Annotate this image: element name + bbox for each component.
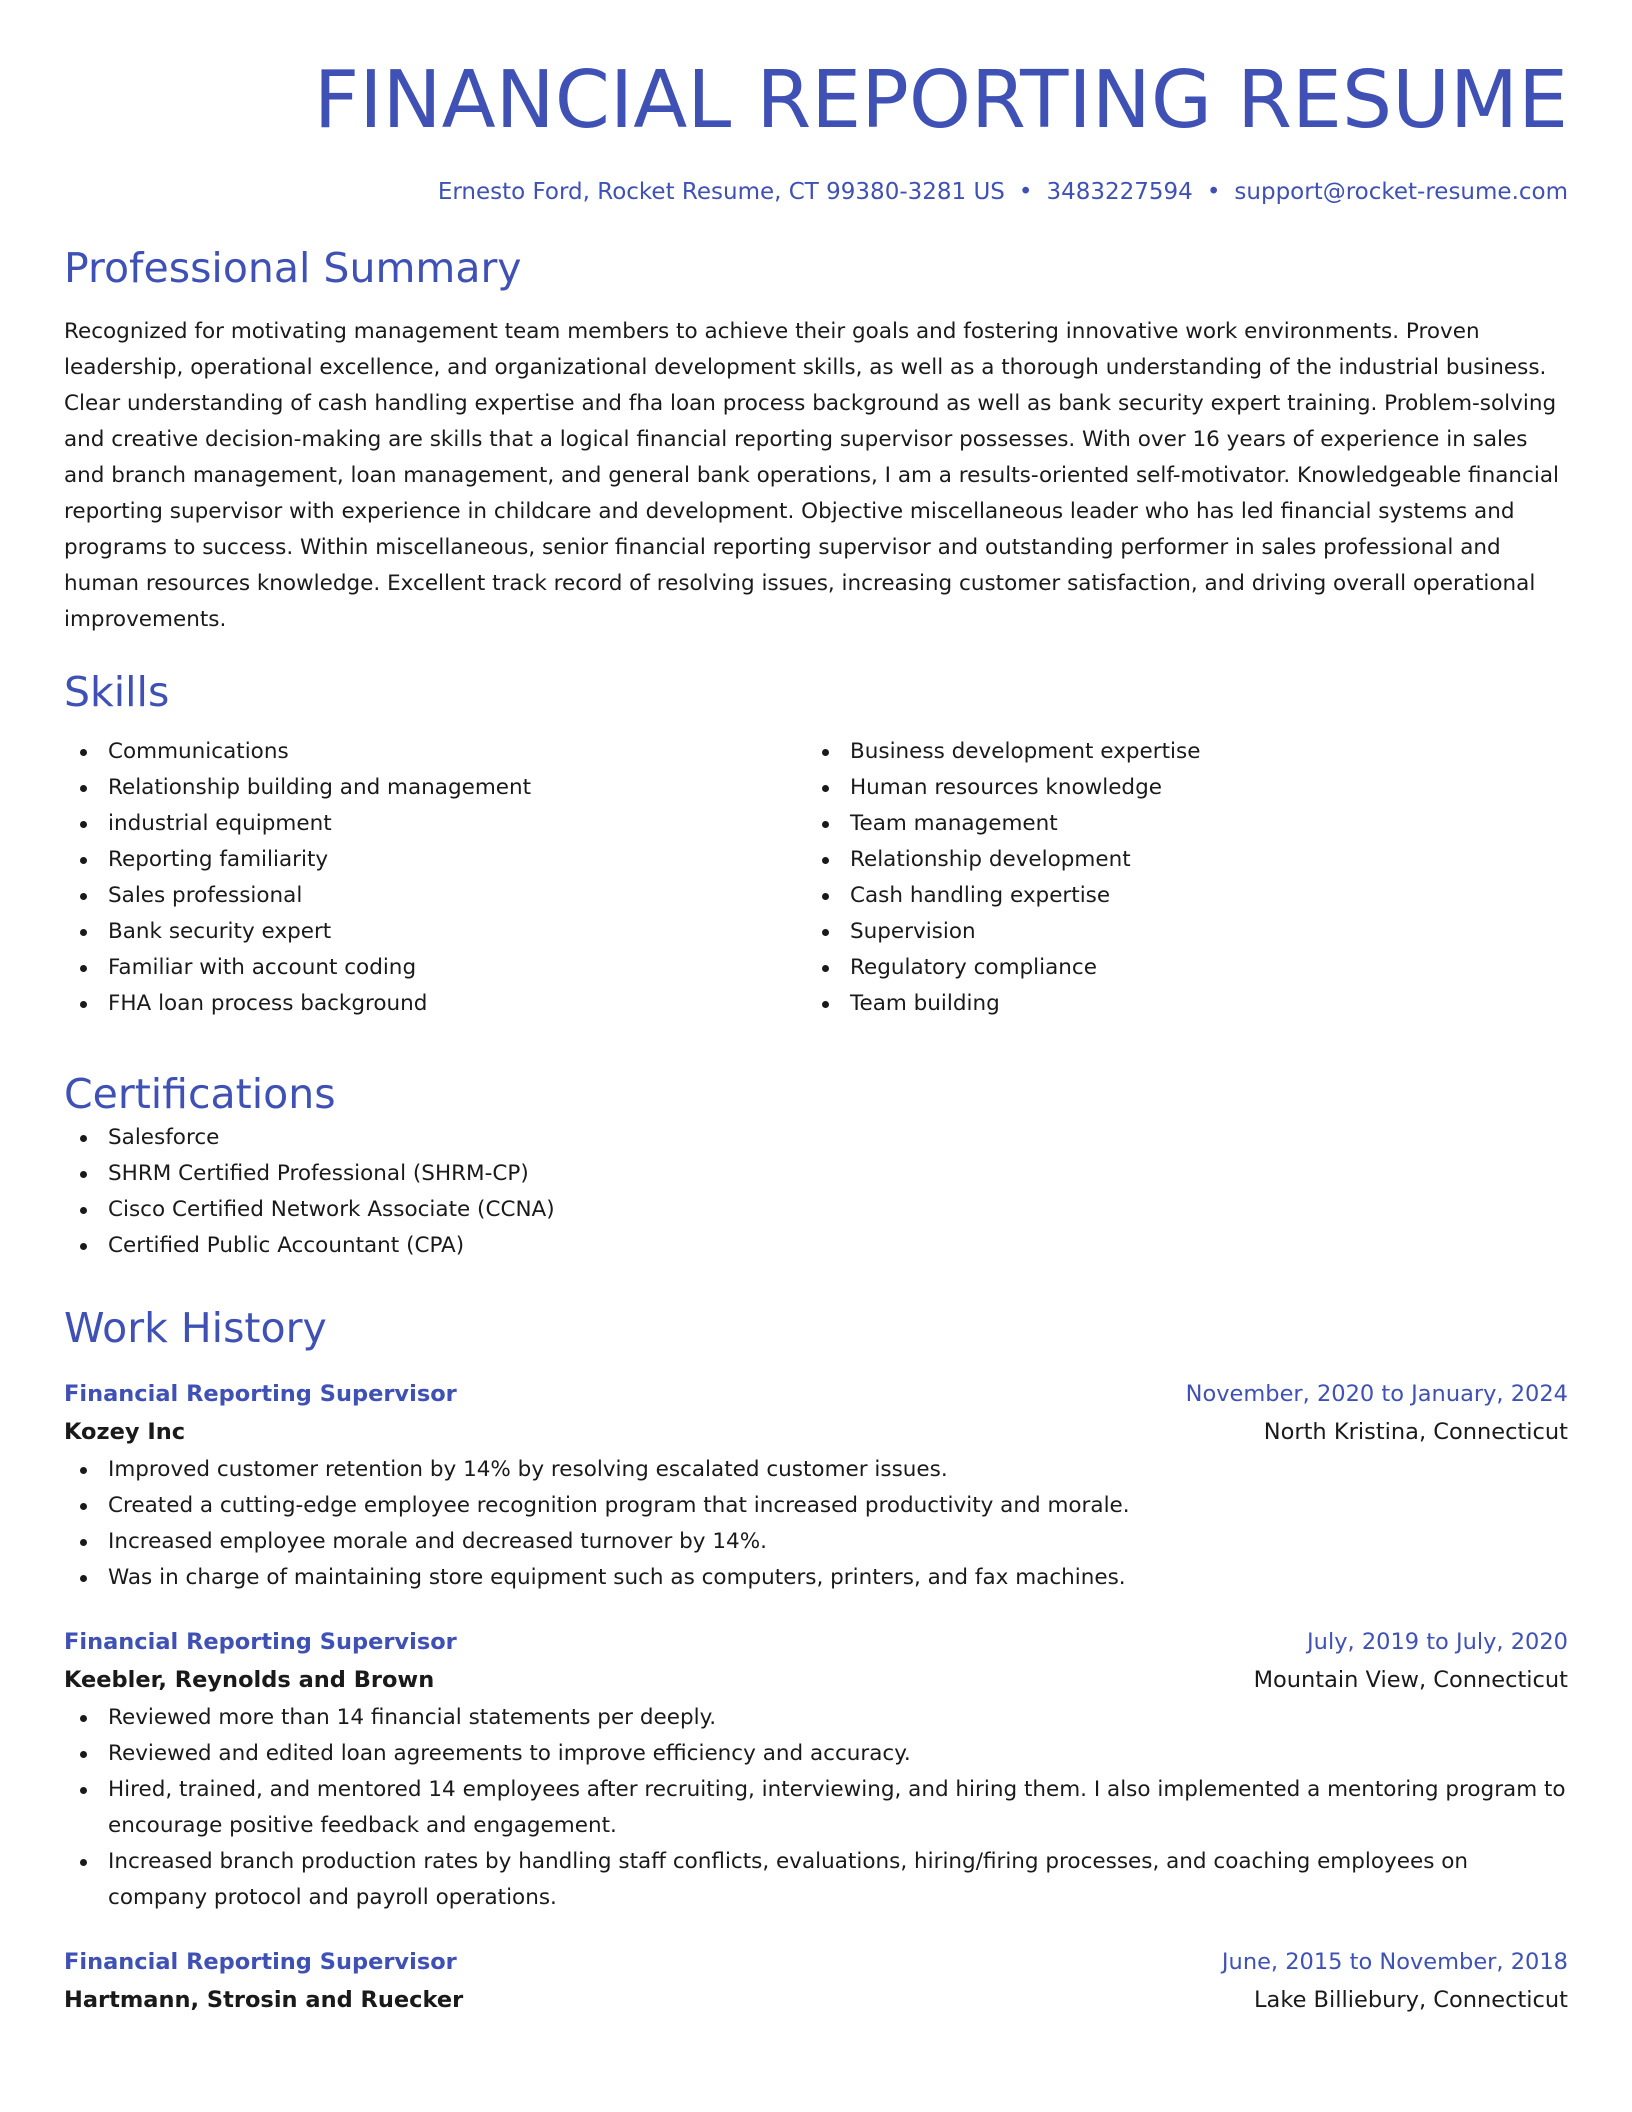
skill-item: Sales professional xyxy=(64,878,806,914)
job-company-row xyxy=(64,1412,1568,1452)
job-location: Lake Billiebury, Connecticut xyxy=(1254,1987,1568,2013)
job-bullets xyxy=(64,1452,1568,1596)
job-header-row xyxy=(64,1944,1568,1980)
skill-item: Familiar with account coding xyxy=(64,950,806,986)
job-title: Financial Reporting Supervisor xyxy=(64,1629,457,1655)
contact-line xyxy=(64,176,1568,208)
job-bullet: Created a cutting-edge employee recognition program that increased productivity and morale. xyxy=(64,1488,1568,1524)
summary-heading: Professional Summary xyxy=(64,244,522,292)
skill-item: Relationship development xyxy=(806,842,1548,878)
resume-title: FINANCIAL REPORTING RESUME xyxy=(313,54,1568,146)
contact-separator: • xyxy=(1018,179,1033,205)
job-bullet: Increased employee morale and decreased turnover by 14%. xyxy=(64,1524,1568,1560)
skill-item: Human resources knowledge xyxy=(806,770,1548,806)
skills-heading: Skills xyxy=(64,668,170,716)
certifications-list xyxy=(64,1120,1568,1264)
certifications-heading: Certifications xyxy=(64,1070,336,1118)
job-bullet: Improved customer retention by 14% by resolving escalated customer issues. xyxy=(64,1452,1568,1488)
job-bullet: Reviewed and edited loan agreements to improve efficiency and accuracy. xyxy=(64,1736,1568,1772)
job-title: Financial Reporting Supervisor xyxy=(64,1381,457,1407)
skills-grid xyxy=(64,734,1568,1022)
skill-item: Team management xyxy=(806,806,1548,842)
job-bullet: Hired, trained, and mentored 14 employees after recruiting, interviewing, and hiring them. I also implemented a mentoring program to encourage positive feedback and engagement. xyxy=(64,1772,1568,1844)
job-header-row xyxy=(64,1376,1568,1412)
resume-header xyxy=(64,0,1568,208)
job-entry xyxy=(64,1624,1568,1916)
job-title: Financial Reporting Supervisor xyxy=(64,1949,457,1975)
certification-item: Salesforce xyxy=(64,1120,1568,1156)
certification-item: Certified Public Accountant (CPA) xyxy=(64,1228,1568,1264)
job-company-row xyxy=(64,1660,1568,1700)
job-location: Mountain View, Connecticut xyxy=(1253,1667,1568,1693)
skill-item: Communications xyxy=(64,734,806,770)
skill-item: Regulatory compliance xyxy=(806,950,1548,986)
job-bullet: Reviewed more than 14 financial statements per deeply. xyxy=(64,1700,1568,1736)
job-dates: June, 2015 to November, 2018 xyxy=(1221,1949,1568,1975)
skill-item: Bank security expert xyxy=(64,914,806,950)
work-history-heading: Work History xyxy=(64,1304,327,1352)
skill-item: industrial equipment xyxy=(64,806,806,842)
job-company: Hartmann, Strosin and Ruecker xyxy=(64,1987,464,2013)
job-location: North Kristina, Connecticut xyxy=(1263,1419,1568,1445)
skill-item: Reporting familiarity xyxy=(64,842,806,878)
contact-phone: 3483227594 xyxy=(1046,179,1193,205)
skills-list-right xyxy=(806,734,1548,1022)
job-dates: November, 2020 to January, 2024 xyxy=(1185,1381,1568,1407)
contact-separator: • xyxy=(1206,179,1221,205)
job-company-row xyxy=(64,1980,1568,2020)
skill-item: Cash handling expertise xyxy=(806,878,1548,914)
skill-item: FHA loan process background xyxy=(64,986,806,1022)
job-bullet: Increased branch production rates by handling staff conflicts, evaluations, hiring/firing processes, and coaching employees on company protocol and payroll operations. xyxy=(64,1844,1568,1916)
certification-item: Cisco Certified Network Associate (CCNA) xyxy=(64,1192,1568,1228)
job-company: Keebler, Reynolds and Brown xyxy=(64,1667,435,1693)
job-bullets xyxy=(64,1700,1568,1916)
skill-item: Team building xyxy=(806,986,1548,1022)
skills-list-left xyxy=(64,734,806,1022)
certification-item: SHRM Certified Professional (SHRM-CP) xyxy=(64,1156,1568,1192)
skill-item: Supervision xyxy=(806,914,1548,950)
contact-address: Ernesto Ford, Rocket Resume, CT 99380-3281 US xyxy=(437,179,1005,205)
resume-page xyxy=(64,0,1568,2020)
job-dates: July, 2019 to July, 2020 xyxy=(1307,1629,1568,1655)
job-company: Kozey Inc xyxy=(64,1419,186,1445)
skill-item: Relationship building and management xyxy=(64,770,806,806)
skill-item: Business development expertise xyxy=(806,734,1548,770)
summary-text: Recognized for motivating management team members to achieve their goals and fostering innovative work environments. Proven leadership, operational excellence, and organizational development skills, as well as a thorough understanding of the industrial business. Clear understanding of cash handling expertise and fha loan process background as well as bank security expert training. Problem-solving and creative decision-making are skills that a logical financial reporting supervisor possesses. With over 16 years of experience in sales and branch management, loan management, and general bank operations, I am a results-oriented self-motivator. Knowledgeable financial reporting supervisor with experience in childcare and development. Objective miscellaneous leader who has led financial systems and programs to success. Within miscellaneous, senior financial reporting supervisor and outstanding performer in sales professional and human resources knowledge. Excellent track record of resolving issues, increasing customer satisfaction, and driving overall operational improvements. xyxy=(64,319,1559,632)
job-entry xyxy=(64,1944,1568,2020)
job-bullet: Was in charge of maintaining store equipment such as computers, printers, and fax machines. xyxy=(64,1560,1568,1596)
contact-email: support@rocket-resume.com xyxy=(1234,179,1568,205)
job-header-row xyxy=(64,1624,1568,1660)
job-entry xyxy=(64,1376,1568,1596)
